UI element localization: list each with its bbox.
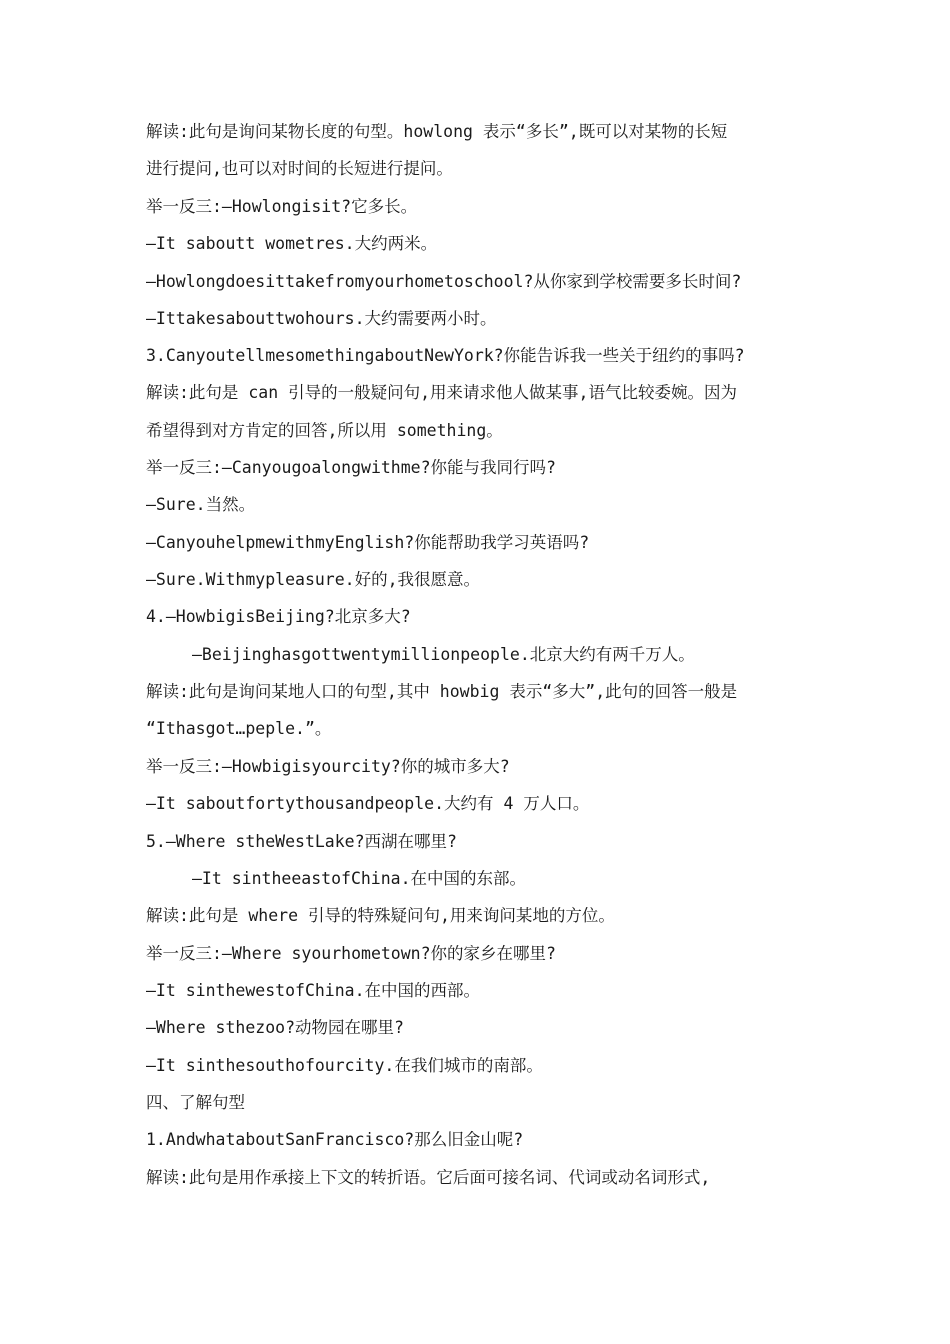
text-line: —Beijinghasgottwentymillionpeople.北京大约有两千万人。 — [192, 645, 695, 664]
text-line: “Ithasgot…peple.”。 — [146, 719, 332, 738]
text-line: —CanyouhelpmewithmyEnglish?你能帮助我学习英语吗? — [146, 533, 590, 552]
text-line: —It sintheeastofChina.在中国的东部。 — [192, 869, 527, 888]
section-heading: 四、了解句型 — [146, 1093, 245, 1112]
text-line: 1.AndwhataboutSanFrancisco?那么旧金山呢? — [146, 1130, 524, 1149]
text-line: 3.CanyoutellmesomethingaboutNewYork?你能告诉我一些关于纽约的事吗? — [146, 346, 745, 365]
text-line: —Where sthezoo?动物园在哪里? — [146, 1018, 404, 1037]
text-line: 解读:此句是 where 引导的特殊疑问句,用来询问某地的方位。 — [146, 906, 615, 925]
text-line: 解读:此句是询问某物长度的句型。howlong 表示“多长”,既可以对某物的长短 — [146, 122, 728, 141]
text-line: —Ittakesabouttwohours.大约需要两小时。 — [146, 309, 497, 328]
text-line: —Sure.当然。 — [146, 495, 256, 514]
text-line: 举一反三:—Howlongisit?它多长。 — [146, 197, 418, 216]
text-line: 进行提问,也可以对时间的长短进行提问。 — [146, 159, 453, 178]
text-line: —It saboutfortythousandpeople.大约有 4 万人口。 — [146, 794, 590, 813]
text-line: 举一反三:—Canyougoalongwithme?你能与我同行吗? — [146, 458, 556, 477]
text-line: 举一反三:—Howbigisyourcity?你的城市多大? — [146, 757, 510, 776]
text-line: —It sinthesouthofourcity.在我们城市的南部。 — [146, 1056, 543, 1075]
text-line: 5.—Where stheWestLake?西湖在哪里? — [146, 832, 457, 851]
text-line: —It saboutt wometres.大约两米。 — [146, 234, 438, 253]
text-line: —Howlongdoesittakefromyourhometoschool?从你家到学校需要多长时间? — [146, 272, 742, 291]
text-line: —It sinthewestofChina.在中国的西部。 — [146, 981, 481, 1000]
text-line: 4.—HowbigisBeijing?北京多大? — [146, 607, 411, 626]
text-line: 解读:此句是用作承接上下文的转折语。它后面可接名词、代词或动名词形式, — [146, 1168, 711, 1187]
text-line: 解读:此句是询问某地人口的句型,其中 howbig 表示“多大”,此句的回答一般是 — [146, 682, 738, 701]
text-line: 举一反三:—Where syourhometown?你的家乡在哪里? — [146, 944, 556, 963]
text-line: 希望得到对方肯定的回答,所以用 something。 — [146, 421, 503, 440]
text-line: —Sure.Withmypleasure.好的,我很愿意。 — [146, 570, 481, 589]
text-line: 解读:此句是 can 引导的一般疑问句,用来请求他人做某事,语气比较委婉。因为 — [146, 383, 737, 402]
